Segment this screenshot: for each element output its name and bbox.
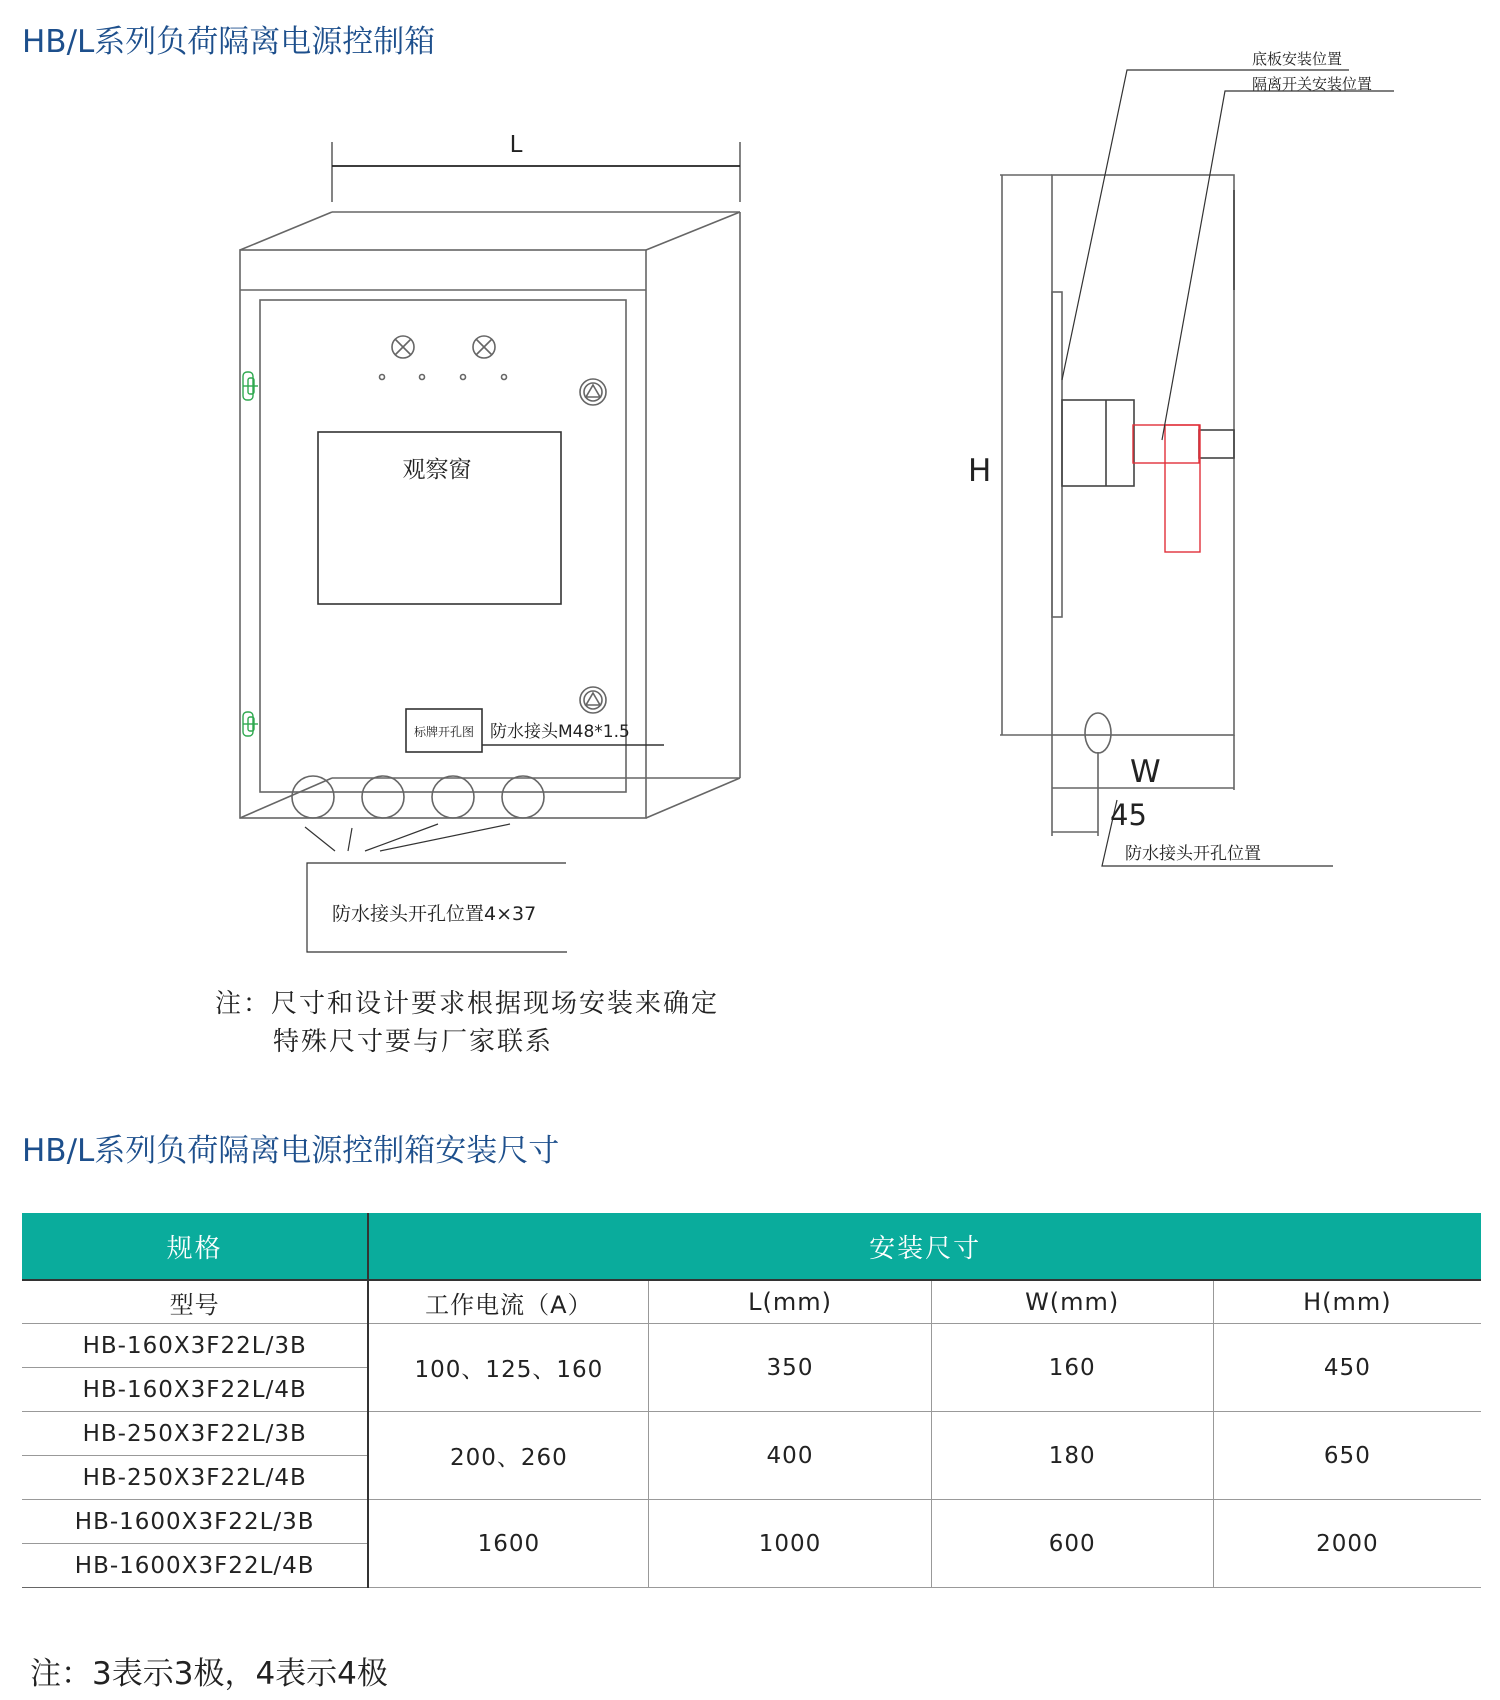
h-cell: 650 (1213, 1412, 1481, 1500)
w-cell: 160 (931, 1324, 1213, 1412)
screw-dot (380, 375, 385, 380)
col-current: 工作电流（A） (368, 1280, 649, 1324)
dim-h-label: H (968, 453, 992, 489)
table-title: HB/L系列负荷隔离电源控制箱安装尺寸 (22, 1133, 560, 1169)
table-row (22, 1500, 1481, 1544)
l-cell: 1000 (649, 1500, 931, 1588)
bottom-hole (1085, 713, 1111, 753)
dimension-table (22, 1213, 1481, 1588)
hinge-icon (243, 372, 258, 400)
switch-handle (1133, 425, 1200, 552)
lock-icon (580, 379, 606, 405)
l-cell: 350 (649, 1324, 931, 1412)
design-note (215, 985, 719, 1061)
base-label: 底板安装位置 (1252, 50, 1343, 68)
door-panel (260, 300, 626, 792)
screw-dot (461, 375, 466, 380)
model-cell: HB-250X3F22L/4B (22, 1456, 368, 1500)
page-title: HB/L系列负荷隔离电源控制箱 (22, 24, 436, 60)
indicator-lamp (473, 336, 495, 358)
screw-dot (502, 375, 507, 380)
box-side (1052, 175, 1234, 735)
col-l: L(mm) (649, 1280, 931, 1324)
header-install: 安装尺寸 (368, 1213, 1481, 1280)
front-view (240, 142, 740, 952)
column-header-row (22, 1280, 1481, 1324)
footnote: 注：3表示3极，4表示4极 (30, 1656, 388, 1692)
connector-hole (292, 776, 334, 818)
nameplate-label: 标牌开孔图 (413, 725, 475, 739)
current-cell: 100、125、160 (368, 1324, 649, 1412)
table-row (22, 1412, 1481, 1456)
model-cell: HB-160X3F22L/3B (22, 1324, 368, 1368)
col-w: W(mm) (931, 1280, 1213, 1324)
leader-lines (305, 824, 567, 952)
w-cell: 600 (931, 1500, 1213, 1588)
w-cell: 180 (931, 1412, 1213, 1500)
h-cell: 2000 (1213, 1500, 1481, 1588)
col-model: 型号 (22, 1280, 368, 1324)
model-cell: HB-160X3F22L/4B (22, 1368, 368, 1412)
switch-shaft (1199, 430, 1234, 458)
indicator-lamp (392, 336, 414, 358)
dim-45-label: 45 (1110, 798, 1147, 832)
model-cell: HB-1600X3F22L/3B (22, 1500, 368, 1544)
screw-dot (420, 375, 425, 380)
model-cell: HB-250X3F22L/3B (22, 1412, 368, 1456)
h-cell: 450 (1213, 1324, 1481, 1412)
side-view (1000, 70, 1394, 866)
note-line-1: 注：尺寸和设计要求根据现场安装来确定 (215, 989, 720, 1019)
switch-body (1062, 400, 1134, 486)
note-line-2: 特殊尺寸要与厂家联系 (273, 1027, 554, 1057)
connector-hole (502, 776, 544, 818)
connector-label: 防水接头M48*1.5 (490, 722, 630, 742)
current-cell: 1600 (368, 1500, 649, 1588)
hole-position-label: 防水接头开孔位置 (1125, 844, 1261, 864)
current-cell: 200、260 (368, 1412, 649, 1500)
model-cell: HB-1600X3F22L/4B (22, 1544, 368, 1588)
header-spec: 规格 (22, 1213, 368, 1280)
col-h: H(mm) (1213, 1280, 1481, 1324)
lock-icon (580, 687, 606, 713)
dim-l-label: L (509, 132, 523, 158)
table-row (22, 1324, 1481, 1368)
connector-hole (362, 776, 404, 818)
switch-label: 隔离开关安装位置 (1252, 75, 1373, 93)
dim-w-label: W (1130, 754, 1161, 790)
table-header-row (22, 1213, 1481, 1280)
holes-label: 防水接头开孔位置4×37 (332, 903, 537, 925)
l-cell: 400 (649, 1412, 931, 1500)
hinge-icon (243, 712, 258, 736)
connector-hole (432, 776, 474, 818)
base-plate (1052, 292, 1062, 617)
window-label: 观察窗 (402, 457, 472, 483)
